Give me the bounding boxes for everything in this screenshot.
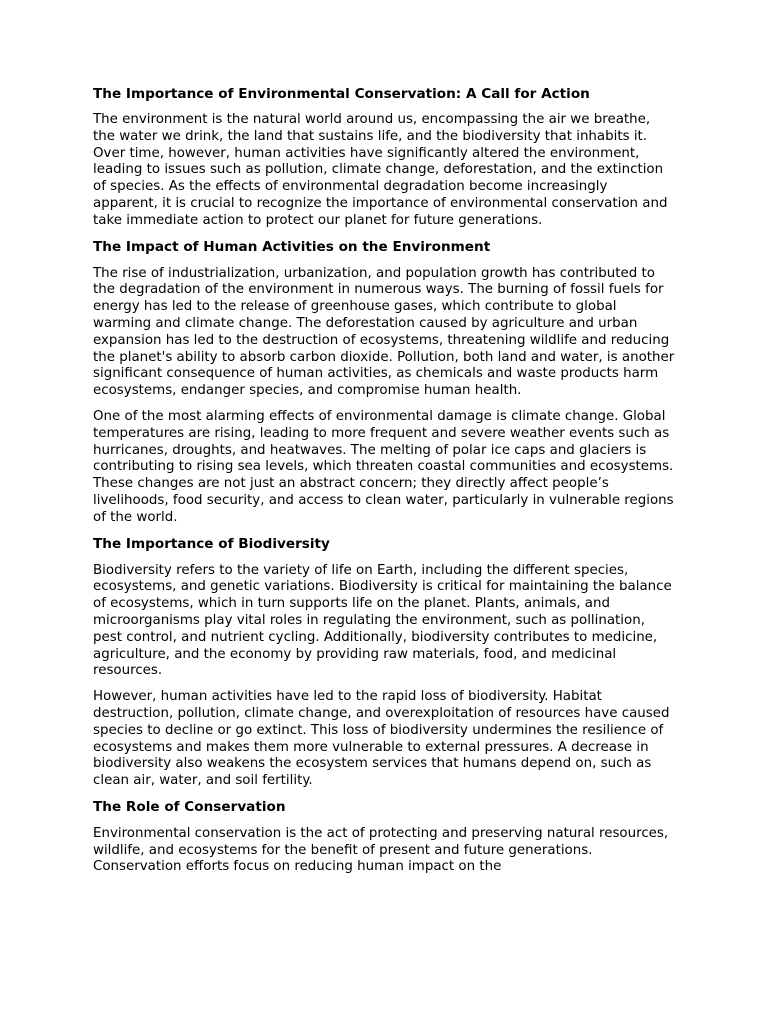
section-heading: The Role of Conservation: [93, 798, 286, 815]
document-title: The Importance of Environmental Conservation: A Call for Action: [93, 86, 590, 102]
body-paragraph: However, human activities have led to the rapid loss of biodiversity. Habitat destruction, pollution, climate change, and overexploitation of resources have caused species to decline or go extinct. This loss of biodiversity undermines the resilience of ecosystems and makes them more vulnerable to external pressures. A decrease in biodiversity also weakens the ecosystem services that humans depend on, such as clean air, water, and soil fertility.: [93, 689, 670, 789]
section-heading: The Impact of Human Activities on the Environment: [93, 238, 491, 255]
section-heading: The Importance of Biodiversity: [93, 535, 330, 552]
body-paragraph: Environmental conservation is the act of protecting and preserving natural resources, wildlife, and ecosystems for the benefit of present and future generations. Conservation efforts focus on reducing human impact on the: [93, 825, 669, 875]
body-paragraph: One of the most alarming effects of environmental damage is climate change. Global temperatures are rising, leading to more frequent and severe weather events such as hurricanes, droughts, and heatwaves. The melting of polar ice caps and glaciers is contributing to rising sea levels, which threaten coastal communities and ecosystems. These changes are not just an abstract concern; they directly affect people’s livelihoods, food security, and access to clean water, particularly in vulnerable regions of the world.: [93, 408, 674, 525]
body-paragraph: Biodiversity refers to the variety of life on Earth, including the different species, ecosystems, and genetic variations. Biodiversity is critical for maintaining the balance of ecosystems, which in turn supports life on the planet. Plants, animals, and microorganisms play vital roles in regulating the environment, such as pollination, pest control, and nutrient cycling. Additionally, biodiversity contributes to medicine, agriculture, and the economy by providing raw materials, food, and medicinal resources.: [93, 562, 672, 679]
body-paragraph: The rise of industrialization, urbanization, and population growth has contributed to the degradation of the environment in numerous ways. The burning of fossil fuels for energy has led to the release of greenhouse gases, which contribute to global warming and climate change. The deforestation caused by agriculture and urban expansion has led to the destruction of ecosystems, threatening wildlife and reducing the planet's ability to absorb carbon dioxide. Pollution, both land and water, is another significant consequence of human activities, as chemicals and waste products harm ecosystems, endanger species, and compromise human health.: [93, 265, 675, 399]
intro-paragraph: The environment is the natural world around us, encompassing the air we breathe, the water we drink, the land that sustains life, and the biodiversity that inhabits it. Over time, however, human activities have significantly altered the environment, leading to issues such as pollution, climate change, deforestation, and the extinction of species. As the effects of environmental degradation become increasingly apparent, it is crucial to recognize the importance of environmental conservation and take immediate action to protect our planet for future generations.: [93, 112, 668, 228]
section-biodiversity: [93, 536, 675, 790]
section-human-impact: [93, 239, 675, 527]
section-conservation-role: [93, 799, 675, 876]
